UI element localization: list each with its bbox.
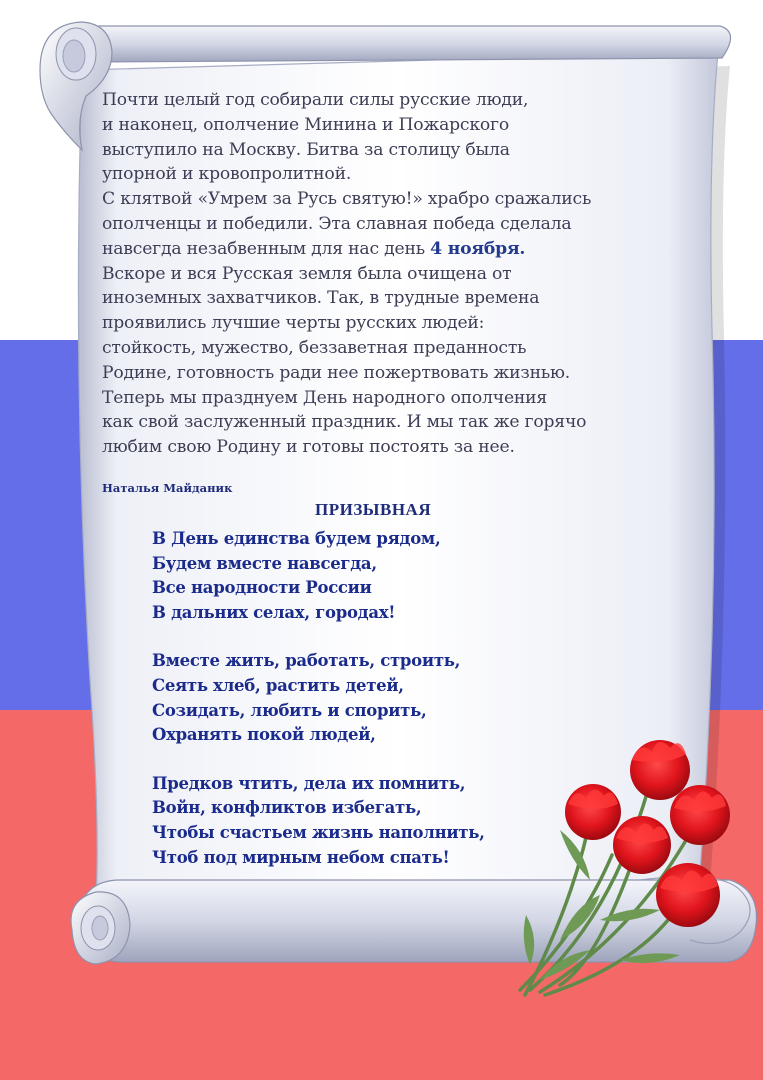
- carnation-icon: [565, 784, 621, 840]
- prose-line: С клятвой «Умрем за Русь святую!» храбро сражались: [102, 189, 592, 210]
- poem-line: Предков чтить, дела их помнить,: [152, 773, 466, 793]
- prose-line: Теперь мы празднуем День народного ополчения: [102, 387, 548, 408]
- poem-line: Созидать, любить и спорить,: [152, 700, 427, 720]
- poem-author: Наталья Майданик: [102, 481, 233, 495]
- prose-line: Почти целый год собирали силы русские люди,: [102, 90, 529, 110]
- prose-line: выступило на Москву. Битва за столицу была: [102, 139, 510, 160]
- carnation-icon: [670, 785, 730, 845]
- poem-line: В День единства будем рядом,: [152, 529, 441, 548]
- prose-line: любим свою Родину и готовы постоять за нее.: [102, 437, 515, 458]
- prose-line: стойкость, мужество, беззаветная преданность: [102, 337, 527, 358]
- carnation-icon: [656, 863, 720, 927]
- prose-line: Родине, готовность ради нее пожертвовать жизнью.: [102, 362, 571, 383]
- poem-title: ПРИЗЫВНАЯ: [315, 500, 432, 519]
- carnation-icon: [630, 740, 690, 800]
- poem-line: Сеять хлеб, растить детей,: [152, 675, 404, 695]
- prose-line: ополченцы и победили. Эта славная победа сделала: [102, 213, 572, 234]
- prose-line: Вскоре и вся Русская земля была очищена от: [102, 263, 512, 284]
- carnation-icon: [613, 816, 671, 874]
- poem-line: Чтобы счастьем жизнь наполнить,: [152, 822, 485, 842]
- prose-line: проявились лучшие черты русских людей:: [102, 313, 485, 334]
- poem-line: Вместе жить, работать, строить,: [152, 651, 461, 671]
- prose-line: навсегда незабвенным для нас день: [102, 238, 431, 259]
- prose-line: и наконец, ополчение Минина и Пожарского: [102, 114, 509, 135]
- poem-line: Чтоб под мирным небом спать!: [152, 847, 450, 867]
- prose-line: иноземных захватчиков. Так, в трудные времена: [102, 288, 540, 309]
- poem-line: Войн, конфликтов избегать,: [152, 798, 422, 818]
- poem-line: Охранять покой людей,: [152, 725, 376, 745]
- prose-line: как свой заслуженный праздник. И мы так же горячо: [102, 412, 587, 433]
- poem-line: В дальних селах, городах!: [152, 602, 396, 622]
- prose-line: упорной и кровопролитной.: [102, 164, 352, 185]
- poem-line: Будем вместе навсегда,: [152, 553, 377, 573]
- poem-line: Все народности России: [152, 578, 372, 598]
- highlight-date: 4 ноября.: [430, 238, 526, 259]
